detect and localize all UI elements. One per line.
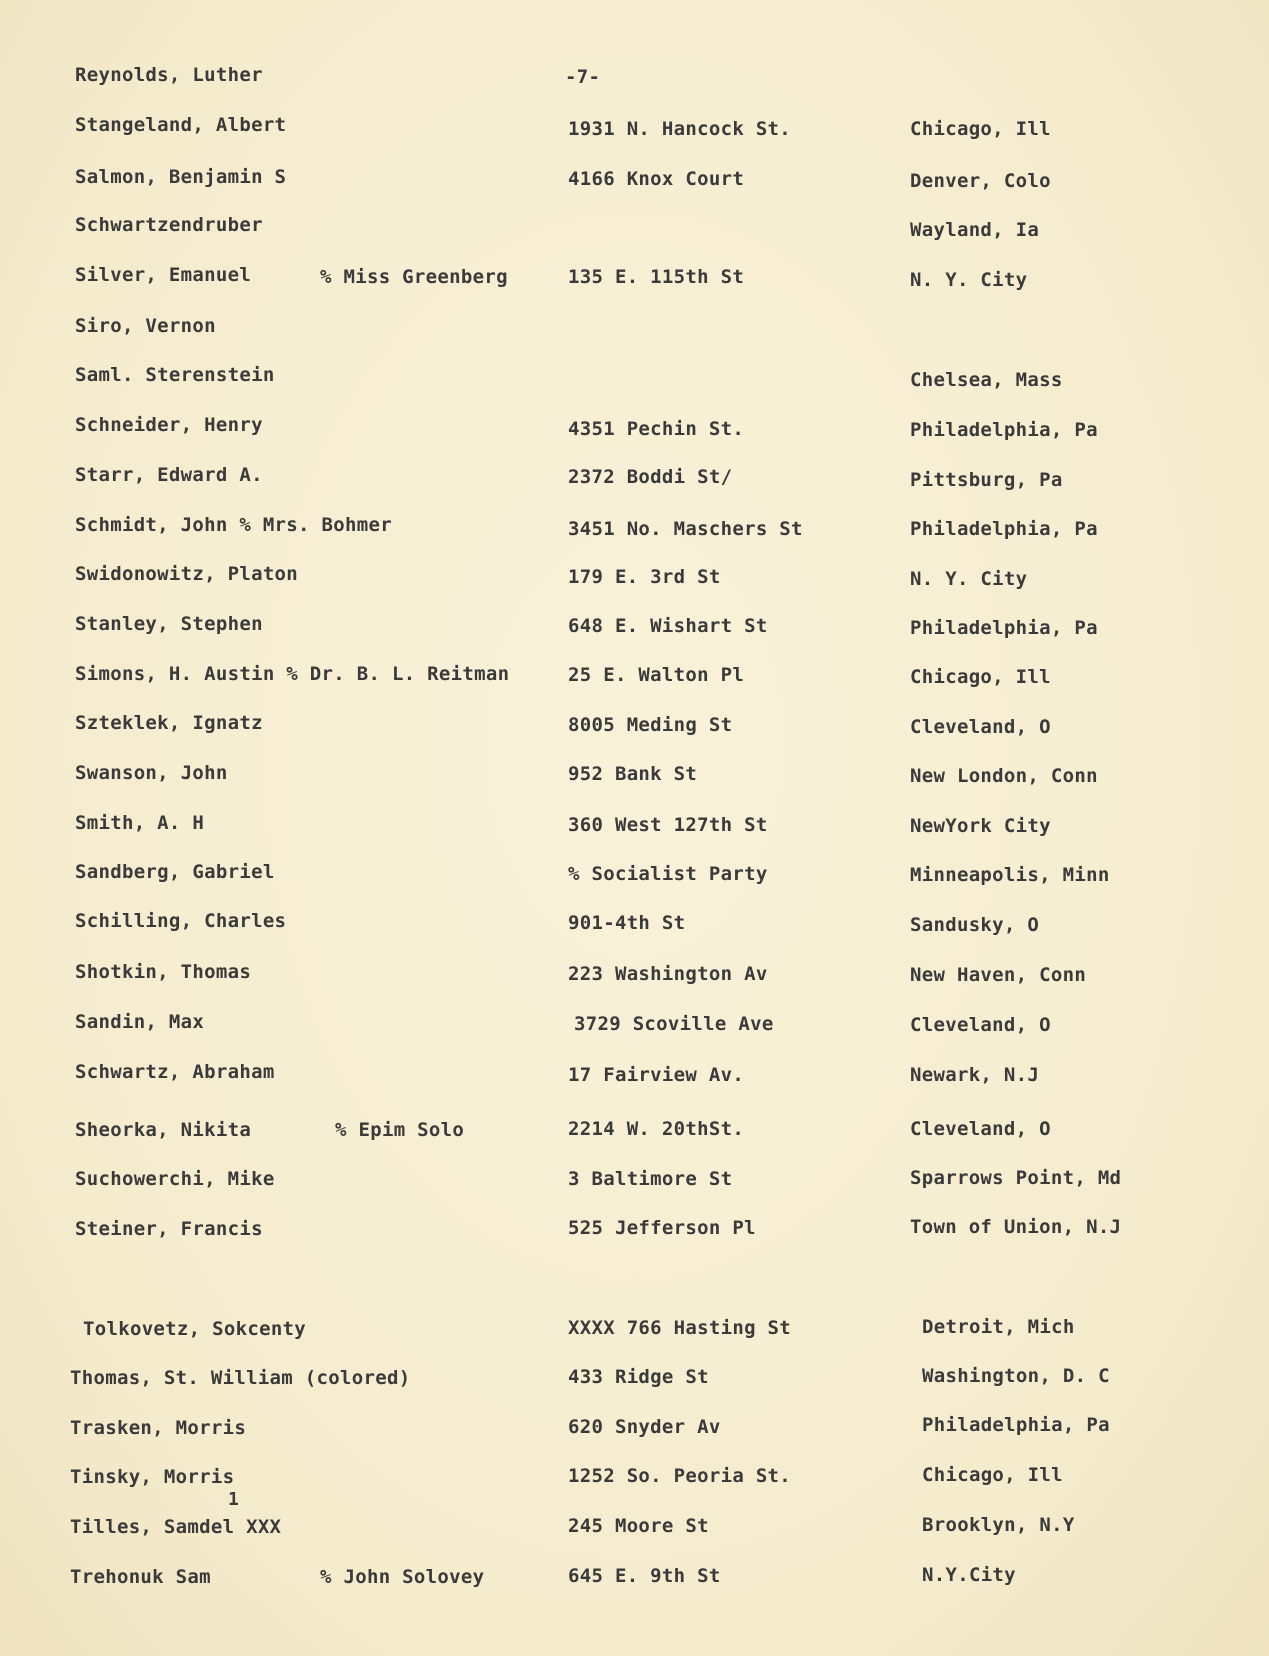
entry-city: Sandusky, O: [910, 914, 1040, 936]
entry-city: Sparrows Point, Md: [910, 1167, 1122, 1189]
entry-city: Cleveland, O: [910, 1118, 1051, 1140]
entry-city: Chicago, Ill: [910, 118, 1051, 140]
entry-address: 3 Baltimore St: [568, 1168, 733, 1190]
entry-address: % Socialist Party: [568, 863, 768, 885]
entry-name: Simons, H. Austin % Dr. B. L. Reitman: [75, 663, 510, 685]
entry-city: Denver, Colo: [910, 170, 1051, 192]
entry-address: 223 Washington Av: [568, 963, 768, 985]
entry-city: Chicago, Ill: [922, 1464, 1063, 1486]
entry-name: Saml. Sterenstein: [75, 364, 275, 386]
correction-mark: 1: [228, 1489, 240, 1510]
entry-address: 4166 Knox Court: [568, 168, 745, 190]
entry-name: Suchowerchi, Mike: [75, 1168, 275, 1190]
entry-address: 8005 Meding St: [568, 714, 733, 736]
entry-city: Minneapolis, Minn: [910, 864, 1110, 886]
entry-name: Steiner, Francis: [75, 1218, 263, 1240]
entry-name: Tinsky, Morris: [70, 1466, 235, 1488]
entry-address: 2214 W. 20thSt.: [568, 1118, 745, 1140]
entry-address: 3729 Scoville Ave: [574, 1013, 774, 1035]
entry-name: Stangeland, Albert: [75, 114, 287, 136]
entry-address: 952 Bank St: [568, 763, 698, 785]
entry-city: Philadelphia, Pa: [910, 419, 1098, 441]
entry-address: XXXX 766 Hasting St: [568, 1317, 792, 1339]
entry-city: Cleveland, O: [910, 1014, 1051, 1036]
entry-city: Cleveland, O: [910, 716, 1051, 738]
entry-name: Starr, Edward A.: [75, 464, 263, 486]
entry-address: 645 E. 9th St: [568, 1565, 721, 1587]
entry-name: Stanley, Stephen: [75, 613, 263, 635]
entry-city: Philadelphia, Pa: [922, 1414, 1110, 1436]
entry-name: Schilling, Charles: [75, 910, 287, 932]
entry-city: Detroit, Mich: [922, 1316, 1075, 1338]
entry-address: 433 Ridge St: [568, 1366, 709, 1388]
entry-care-of: % John Solovey: [320, 1566, 485, 1588]
entry-name: Thomas, St. William (colored): [70, 1367, 411, 1389]
entry-city: Philadelphia, Pa: [910, 617, 1098, 639]
entry-city: Philadelphia, Pa: [910, 518, 1098, 540]
entry-name: Szteklek, Ignatz: [75, 712, 263, 734]
entry-name: Salmon, Benjamin S: [75, 166, 287, 188]
entry-address: 17 Fairview Av.: [568, 1064, 745, 1086]
entry-address: 135 E. 115th St: [568, 266, 745, 288]
entry-city: Brooklyn, N.Y: [922, 1514, 1075, 1536]
entry-address: 360 West 127th St: [568, 814, 768, 836]
entry-address: 2372 Boddi St/: [568, 466, 733, 488]
entry-city: Chelsea, Mass: [910, 369, 1063, 391]
entry-address: 525 Jefferson Pl: [568, 1217, 756, 1239]
entry-address: 179 E. 3rd St: [568, 566, 721, 588]
entry-care-of: % Epim Solo: [335, 1119, 465, 1141]
entry-name: Sandberg, Gabriel: [75, 861, 275, 883]
entry-name: Trasken, Morris: [70, 1417, 247, 1439]
entry-name: Schwartzendruber: [75, 214, 263, 236]
entry-address: 4351 Pechin St.: [568, 418, 745, 440]
entry-address: 25 E. Walton Pl: [568, 664, 745, 686]
entry-city: Town of Union, N.J: [910, 1216, 1122, 1238]
entry-city: NewYork City: [910, 815, 1051, 837]
entry-name: Tolkovetz, Sokcenty: [83, 1318, 307, 1340]
entry-city: Chicago, Ill: [910, 666, 1051, 688]
entry-name: Reynolds, Luther: [75, 64, 263, 86]
entry-city: New Haven, Conn: [910, 964, 1087, 986]
entry-name: Tilles, Samdel XXX: [70, 1516, 282, 1538]
entry-city: N.Y.City: [922, 1564, 1016, 1586]
entry-city: New London, Conn: [910, 765, 1098, 787]
entry-address: 1931 N. Hancock St.: [568, 118, 792, 140]
entry-name: Smith, A. H: [75, 812, 205, 834]
entry-name: Sheorka, Nikita: [75, 1119, 252, 1141]
entry-name: Sandin, Max: [75, 1011, 205, 1033]
entry-address: 620 Snyder Av: [568, 1416, 721, 1438]
entry-city: Newark, N.J: [910, 1064, 1040, 1086]
entry-name: Trehonuk Sam: [70, 1566, 211, 1588]
entry-address: 3451 No. Maschers St: [568, 518, 803, 540]
entry-city: Pittsburg, Pa: [910, 469, 1063, 491]
entry-name: Schneider, Henry: [75, 414, 263, 436]
entry-address: 901-4th St: [568, 912, 686, 934]
entry-name: Shotkin, Thomas: [75, 961, 252, 983]
page-number: -7-: [565, 66, 601, 88]
entry-care-of: % Miss Greenberg: [320, 266, 508, 288]
entry-name: Silver, Emanuel: [75, 264, 252, 286]
entry-city: Washington, D. C: [922, 1365, 1110, 1387]
entry-name: Swanson, John: [75, 762, 228, 784]
entry-address: 245 Moore St: [568, 1515, 709, 1537]
entry-address: 648 E. Wishart St: [568, 615, 768, 637]
entry-name: Swidonowitz, Platon: [75, 563, 299, 585]
entry-name: Schmidt, John % Mrs. Bohmer: [75, 514, 392, 536]
entry-city: N. Y. City: [910, 568, 1028, 590]
entry-name: Schwartz, Abraham: [75, 1061, 275, 1083]
entry-city: N. Y. City: [910, 269, 1028, 291]
entry-name: Siro, Vernon: [75, 315, 216, 337]
entry-city: Wayland, Ia: [910, 219, 1040, 241]
entry-address: 1252 So. Peoria St.: [568, 1465, 792, 1487]
